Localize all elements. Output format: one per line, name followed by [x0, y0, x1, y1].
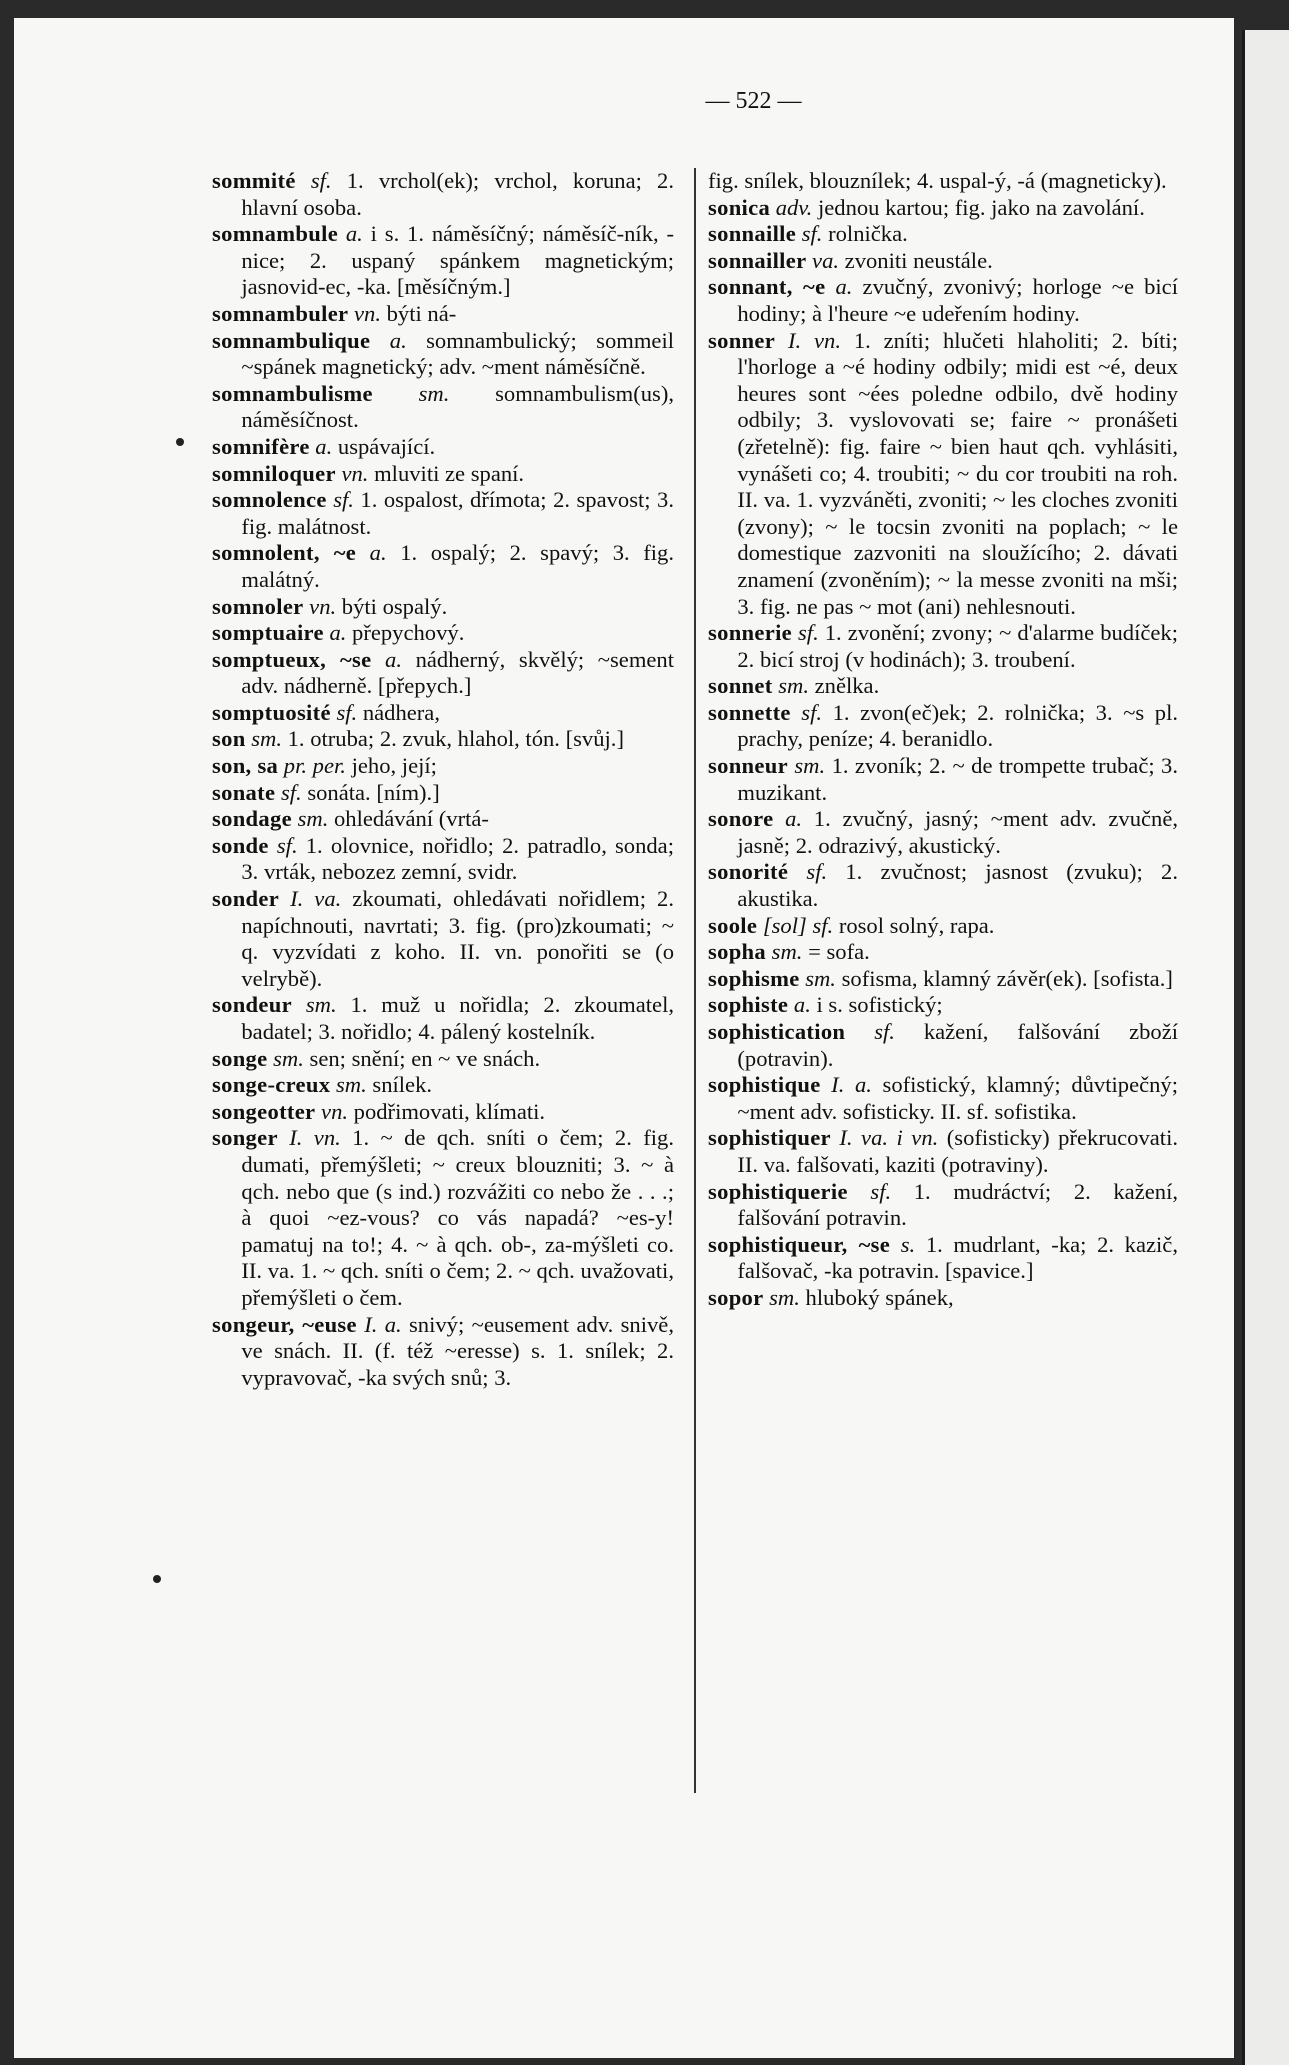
dictionary-entry [708, 1072, 1178, 1125]
dictionary-entry [708, 1019, 1178, 1072]
dictionary-entry [212, 221, 674, 301]
entry-headword: sonorité [708, 859, 789, 885]
entry-definition: zvoniti neustále. [839, 247, 993, 273]
entry-definition: ohledávání (vrtá- [328, 806, 489, 832]
entry-grammar: a. [773, 806, 803, 832]
entry-definition: 1. zvučnost; jasnost (zvuku); 2. akustika. [737, 859, 1178, 912]
entry-grammar: sm. [267, 1045, 304, 1071]
entry-grammar: sm. [787, 753, 826, 779]
entry-grammar: a. [309, 433, 333, 459]
entry-headword: somnolent, ~e [212, 540, 357, 566]
entry-headword: sonder [212, 886, 280, 912]
entry-headword: somnambule [212, 221, 339, 247]
entry-grammar: sf. [847, 1178, 892, 1204]
dictionary-entry [212, 806, 674, 833]
entry-grammar: sf. [295, 168, 332, 193]
entry-definition: 1. zvoník; 2. ~ de trompette trubač; 3. muzikant. [737, 753, 1178, 805]
entry-definition: rolnička. [822, 221, 908, 247]
dictionary-entry [212, 1312, 674, 1392]
entry-grammar: sm. [372, 380, 450, 406]
entry-grammar: sf. [268, 832, 298, 858]
entry-definition: i s. 1. náměsíčný; náměsíč-ník, -nice; 2. uspaný spánkem magnetickým; jasnovid-ec, -ka. [měsíčným.] [241, 221, 675, 300]
page-number: — 522 — [705, 88, 802, 114]
entry-definition: 1. otruba; 2. zvuk, hlahol, tón. [svůj.] [281, 726, 624, 752]
dictionary-entry [708, 806, 1178, 859]
right-column [708, 168, 1178, 1312]
dictionary-entry [212, 381, 674, 434]
dictionary-entry [708, 221, 1178, 248]
dictionary-entry [708, 753, 1178, 806]
dictionary-entry [708, 274, 1178, 327]
entry-headword: sophistication [708, 1019, 846, 1044]
dictionary-entry [212, 328, 674, 381]
entry-headword: sopha [708, 939, 767, 965]
entry-headword: somnifère [212, 433, 310, 459]
entry-grammar: sf. [791, 620, 819, 646]
entry-headword: sopor [708, 1284, 764, 1310]
dictionary-entry [212, 1046, 674, 1073]
entry-headword: sonnaille [708, 221, 797, 247]
entry-grammar: sm. [799, 965, 836, 991]
margin-dot [176, 438, 184, 446]
entry-grammar: vn. [315, 1098, 349, 1124]
entry-definition: 1. ospalý; 2. spavý; 3. fig. malátný. [241, 540, 675, 592]
entry-definition: 1. vrchol(ek); vrchol, koruna; 2. hlavní osoba. [241, 168, 675, 220]
entry-grammar: vn. [303, 593, 337, 619]
entry-headword: somnambulisme [212, 380, 373, 406]
entry-definition: sofistický, klamný; důvtipečný; ~ment adv. sofisticky. II. sf. sofistika. [737, 1072, 1178, 1124]
entry-definition: (sofisticky) překrucovati. II. va. falšovati, kaziti (potraviny). [737, 1125, 1178, 1177]
entry-definition: somnambulism(us), náměsíčnost. [241, 380, 674, 433]
entry-headword: sophiste [708, 992, 789, 1018]
entry-grammar: sm. [330, 1072, 367, 1098]
entry-headword: sophistiquer [708, 1125, 831, 1151]
margin-dot [153, 1575, 161, 1583]
entry-definition: nádherný, skvělý; ~sement adv. nádherně. [přepych.] [241, 646, 674, 699]
entry-headword: somnoler [212, 593, 304, 619]
dictionary-entry [708, 1232, 1178, 1285]
entry-definition: nádhera, [357, 699, 440, 725]
entry-definition: jeho, její; [345, 753, 437, 779]
entry-definition: 1. zvon(eč)ek; 2. rolnička; 3. ~s pl. prachy, peníze; 4. beranidlo. [737, 699, 1178, 752]
entry-definition: 1. zníti; hlučeti hlaholiti; 2. bíti; l'horloge a ~é hodiny odbily; midi est ~é, deux heures sont ~ées poledne odbilo, dvě hodiny odbily; 3. vyslovovati se; faire ~ pronášeti (zřetelně): fig. faire ~ bien haut qch. vyhlásiti, vynášeti co; 4. troubiti; ~ du cor troubiti na roh. II. va. 1. vyzváněti, zvoniti; ~ les cloches zvoniti (zvony); ~ le tocsin zvoniti na poplach; ~ le domestique zazvoniti na sloužícího; 2. dávati znamení (zvoněním); ~ la messe zvoniti na mši; 3. fig. ne pas ~ mot (ani) nehlesnouti. [737, 327, 1178, 619]
dictionary-entry [212, 886, 674, 992]
dictionary-entry [708, 859, 1178, 912]
dictionary-entry [708, 939, 1178, 966]
entry-grammar: sf. [790, 699, 823, 725]
entry-definition: znělka. [808, 673, 880, 699]
entry-headword: sophisme [708, 965, 800, 991]
entry-grammar: sf. [326, 487, 354, 513]
entry-definition: snílek. [366, 1072, 433, 1098]
dictionary-entry [708, 168, 1178, 195]
entry-headword: sophistiqueur, ~se [708, 1231, 891, 1257]
entry-headword: sondeur [212, 992, 292, 1018]
entry-grammar: a. [356, 540, 387, 566]
dictionary-entry [708, 1285, 1178, 1312]
entry-grammar: a. [788, 992, 811, 1018]
dictionary-entry [212, 992, 674, 1045]
dictionary-entry [708, 620, 1178, 673]
entry-headword: sophistique [708, 1072, 821, 1098]
entry-definition: 1. ~ de qch. sníti o čem; 2. fig. dumati, přemýšleti; ~ creux blouzniti; 3. ~ à qch. nebo que (s ind.) rozvážiti co nebo že . . .; à quoi ~ez-vous? co vás napadá? ~es-y! pamatuj na to!; 4. ~ à qch. ob-, za-mýšleti co. II. va. 1. ~ qch. sníti o čem; 2. ~ qch. uvažovati, přemýšleti o čem. [241, 1125, 675, 1310]
dictionary-entry [212, 647, 674, 700]
entry-definition: podřimovati, klímati. [348, 1098, 546, 1124]
entry-grammar: vn. [335, 460, 369, 486]
dictionary-entry [708, 966, 1178, 993]
entry-definition: 1. olovnice, nořidlo; 2. patradlo, sonda; 3. vrták, nebozez zemní, svidr. [241, 832, 674, 885]
dictionary-entry [708, 913, 1178, 940]
adjacent-page-edge [1242, 30, 1289, 2065]
entry-headword: son [212, 726, 246, 752]
entry-grammar: sf. [330, 699, 358, 725]
entry-grammar: sm. [763, 1284, 800, 1310]
entry-headword: somptuaire [212, 620, 324, 646]
entry-definition: býti ospalý. [336, 593, 448, 619]
dictionary-entry [708, 328, 1178, 621]
entry-headword: songeur, ~euse [212, 1311, 357, 1337]
entry-grammar: I. a. [356, 1311, 402, 1337]
dictionary-entry [212, 1072, 674, 1099]
entry-headword: somnambuler [212, 300, 349, 326]
entry-grammar: vn. [348, 300, 381, 326]
entry-grammar: I. vn. [775, 327, 841, 353]
entry-grammar: I. va. [279, 886, 342, 912]
entry-grammar: sf. [845, 1019, 895, 1044]
entry-grammar: sf. [275, 779, 302, 805]
entry-headword: sonnant, ~e [708, 274, 826, 300]
dictionary-entry [708, 248, 1178, 275]
dictionary-entry [212, 540, 674, 593]
entry-definition: 1. mudráctví; 2. kažení, falšování potravin. [737, 1178, 1178, 1231]
entry-definition: 1. mudrlant, -ka; 2. kazič, falšovač, -ka potravin. [spavice.] [737, 1231, 1178, 1284]
entry-headword: sommité [212, 168, 296, 193]
entry-definition: 1. zvučný, jasný; ~ment adv. zvučně, jasně; 2. odrazivý, akustický. [737, 806, 1179, 858]
dictionary-entry [212, 301, 674, 328]
entry-headword: sonore [708, 806, 774, 832]
dictionary-entry [212, 620, 674, 647]
entry-headword: songeotter [212, 1098, 316, 1124]
entry-headword: somptueux, ~se [212, 646, 372, 672]
entry-definition: rosol solný, rapa. [833, 912, 995, 938]
dictionary-entry [212, 487, 674, 540]
entry-grammar: sm. [291, 992, 337, 1018]
column-divider [694, 168, 696, 1793]
entry-definition: sofisma, klamný závěr(ek). [sofista.] [835, 965, 1173, 991]
dictionary-entry [212, 168, 674, 221]
entry-grammar: sf. [788, 859, 828, 885]
dictionary-entry [212, 700, 674, 727]
entry-definition: zkoumati, ohledávati nořidlem; 2. napíchnouti, navrtati; 3. fig. (pro)zkoumati; ~ q. vyzvídati z koho. II. vn. ponořiti se (o velrybě). [241, 886, 674, 991]
entry-headword: somnolence [212, 487, 327, 513]
left-column [212, 168, 674, 1391]
dictionary-entry [708, 673, 1178, 700]
entry-grammar: sm. [772, 673, 809, 699]
entry-headword: sonnerie [708, 620, 792, 646]
entry-definition: 1. ospalost, dřímota; 2. spavost; 3. fig. malátnost. [241, 487, 675, 539]
entry-definition: uspávající. [332, 433, 436, 459]
entry-headword: somptuosité [212, 699, 331, 725]
entry-grammar: a. [371, 646, 403, 672]
entry-headword: sonde [212, 832, 269, 858]
entry-grammar: a. [323, 620, 347, 646]
entry-headword: sonnailler [708, 247, 807, 273]
dictionary-entry [708, 992, 1178, 1019]
entry-headword: sonnet [708, 673, 773, 699]
entry-definition: býti ná- [380, 300, 457, 326]
dictionary-entry [708, 1125, 1178, 1178]
entry-definition: sen; snění; en ~ ve snách. [303, 1045, 541, 1071]
entry-grammar: I. vn. [277, 1125, 341, 1151]
dictionary-entry [212, 1099, 674, 1126]
entry-headword: sonnette [708, 699, 791, 725]
entry-definition: zvučný, zvonivý; horloge ~e bicí hodiny; à l'heure ~e udeřením hodiny. [737, 274, 1178, 326]
entry-definition: 1. muž u nořidla; 2. zkoumatel, badatel; 3. nořidlo; 4. pálený kostelník. [241, 992, 674, 1044]
entry-grammar: sf. [796, 221, 823, 247]
dictionary-entry [212, 780, 674, 807]
dictionary-entry [212, 434, 674, 461]
entry-headword: songe [212, 1045, 268, 1071]
entry-definition: jednou kartou; fig. jako na zavolání. [812, 194, 1145, 220]
entry-headword: soole [708, 912, 758, 938]
entry-definition: 1. zvonění; zvony; ~ d'alarme budíček; 2. bicí stroj (v hodinách); 3. troubení. [737, 620, 1178, 672]
entry-headword: sondage [212, 806, 292, 832]
entry-definition: kažení, falšování zboží (potravin). [737, 1019, 1179, 1071]
dictionary-entry [708, 700, 1178, 753]
entry-grammar: va. [806, 247, 840, 273]
entry-headword: sonica [708, 194, 771, 220]
entry-grammar: sm. [766, 939, 803, 965]
entry-definition: fig. snílek, blouznílek; 4. uspal-ý, -á (magneticky). [708, 168, 1167, 193]
entry-headword: sophistiquerie [708, 1178, 848, 1204]
entry-definition: snivý; ~eusement adv. snivě, ve snách. II. (f. též ~eresse) s. 1. snílek; 2. vypravovač, -ka svých snů; 3. [241, 1311, 674, 1390]
entry-definition: i s. sofistický; [810, 992, 943, 1018]
entry-grammar: I. va. i vn. [830, 1125, 939, 1151]
dictionary-entry [212, 1125, 674, 1311]
entry-definition: = sofa. [802, 939, 870, 965]
entry-grammar: I. a. [820, 1072, 872, 1098]
dictionary-entry [212, 594, 674, 621]
dictionary-entry [708, 1179, 1178, 1232]
dictionary-entry [212, 461, 674, 488]
entry-definition: přepychový. [346, 620, 465, 646]
entry-grammar: adv. [770, 194, 813, 220]
dictionary-entry [212, 726, 674, 753]
entry-grammar: sm. [245, 726, 282, 752]
entry-headword: songe-creux [212, 1072, 331, 1098]
entry-definition: somnambulický; sommeil ~spánek magnetický; adv. ~ment náměsíčně. [241, 327, 674, 380]
entry-definition: hluboký spánek, [799, 1284, 954, 1310]
entry-grammar: s. [890, 1231, 916, 1257]
entry-headword: somnambulique [212, 327, 371, 353]
entry-headword: sonner [708, 327, 776, 353]
entry-grammar: a. [825, 274, 853, 300]
entry-grammar: [sol] sf. [757, 912, 834, 938]
entry-grammar: sm. [291, 806, 329, 832]
entry-definition: mluviti ze spaní. [368, 460, 525, 486]
entry-headword: songer [212, 1125, 278, 1151]
entry-grammar: a. [338, 221, 363, 247]
dictionary-entry [212, 833, 674, 886]
entry-headword: sonate [212, 779, 276, 805]
dictionary-entry [708, 195, 1178, 222]
entry-headword: son, sa [212, 753, 279, 779]
dictionary-entry [212, 753, 674, 780]
entry-headword: sonneur [708, 753, 788, 779]
entry-grammar: a. [370, 327, 407, 353]
entry-definition: sonáta. [ním).] [301, 779, 440, 805]
entry-headword: somniloquer [212, 460, 336, 486]
entry-grammar: pr. per. [278, 753, 346, 779]
